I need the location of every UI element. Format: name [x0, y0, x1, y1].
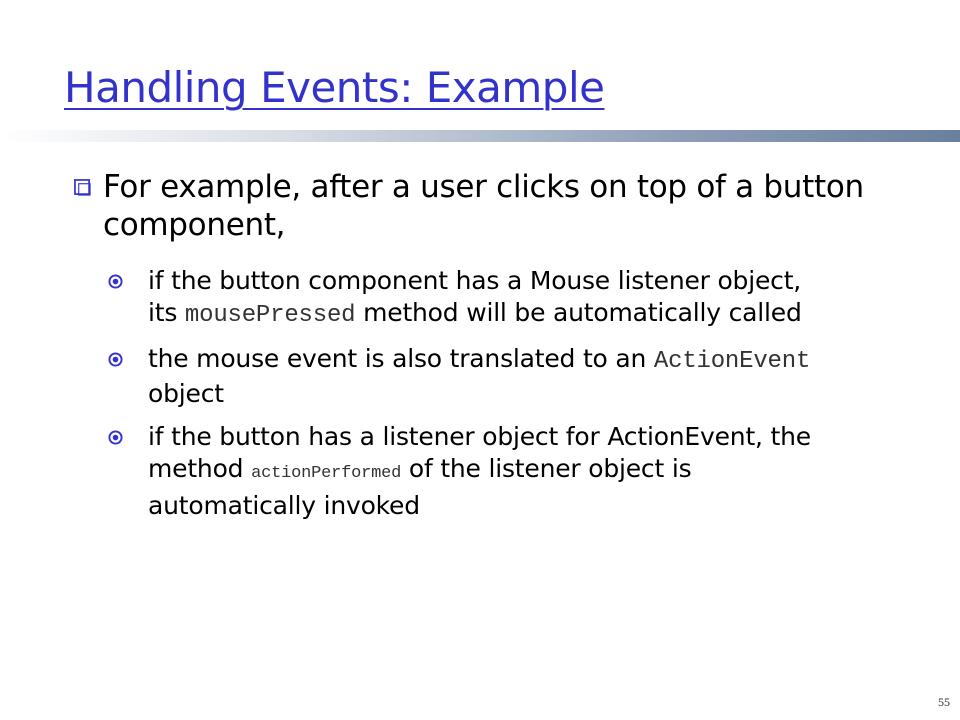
code-mousepressed: mousePressed — [184, 302, 356, 329]
sub-bullet-text: if the button component has a Mouse listener object, its — [148, 266, 802, 327]
circle-bullet-icon — [108, 352, 123, 367]
sub-bullet-item — [148, 265, 828, 332]
code-actionevent: ActionEvent — [653, 348, 811, 375]
page-number: 55 — [938, 695, 950, 709]
sub-bullet-text: if the button has a listener object for ActionEvent, the method — [148, 422, 811, 483]
sub-bullet-text: method will be automatically called — [355, 298, 802, 327]
code-actionperformed: actionPerformed — [251, 464, 402, 483]
square-bullet-icon — [74, 179, 91, 196]
sub-bullet-item — [148, 421, 828, 522]
circle-bullet-icon — [108, 274, 123, 289]
sub-bullet-text: of the listener object is automatically invoked — [148, 454, 692, 520]
sub-bullet-text: the mouse event is also translated to an — [148, 344, 654, 373]
sub-bullet-text: object — [148, 379, 224, 408]
slide-title: Handling Events: Example — [64, 63, 605, 112]
title-divider — [0, 130, 960, 142]
bullet-main — [72, 168, 872, 244]
circle-bullet-icon — [108, 430, 123, 445]
bullet-main-text: For example, after a user clicks on top of a button component, — [103, 169, 864, 243]
slide-content — [72, 168, 872, 522]
sub-bullet-item — [148, 343, 828, 410]
